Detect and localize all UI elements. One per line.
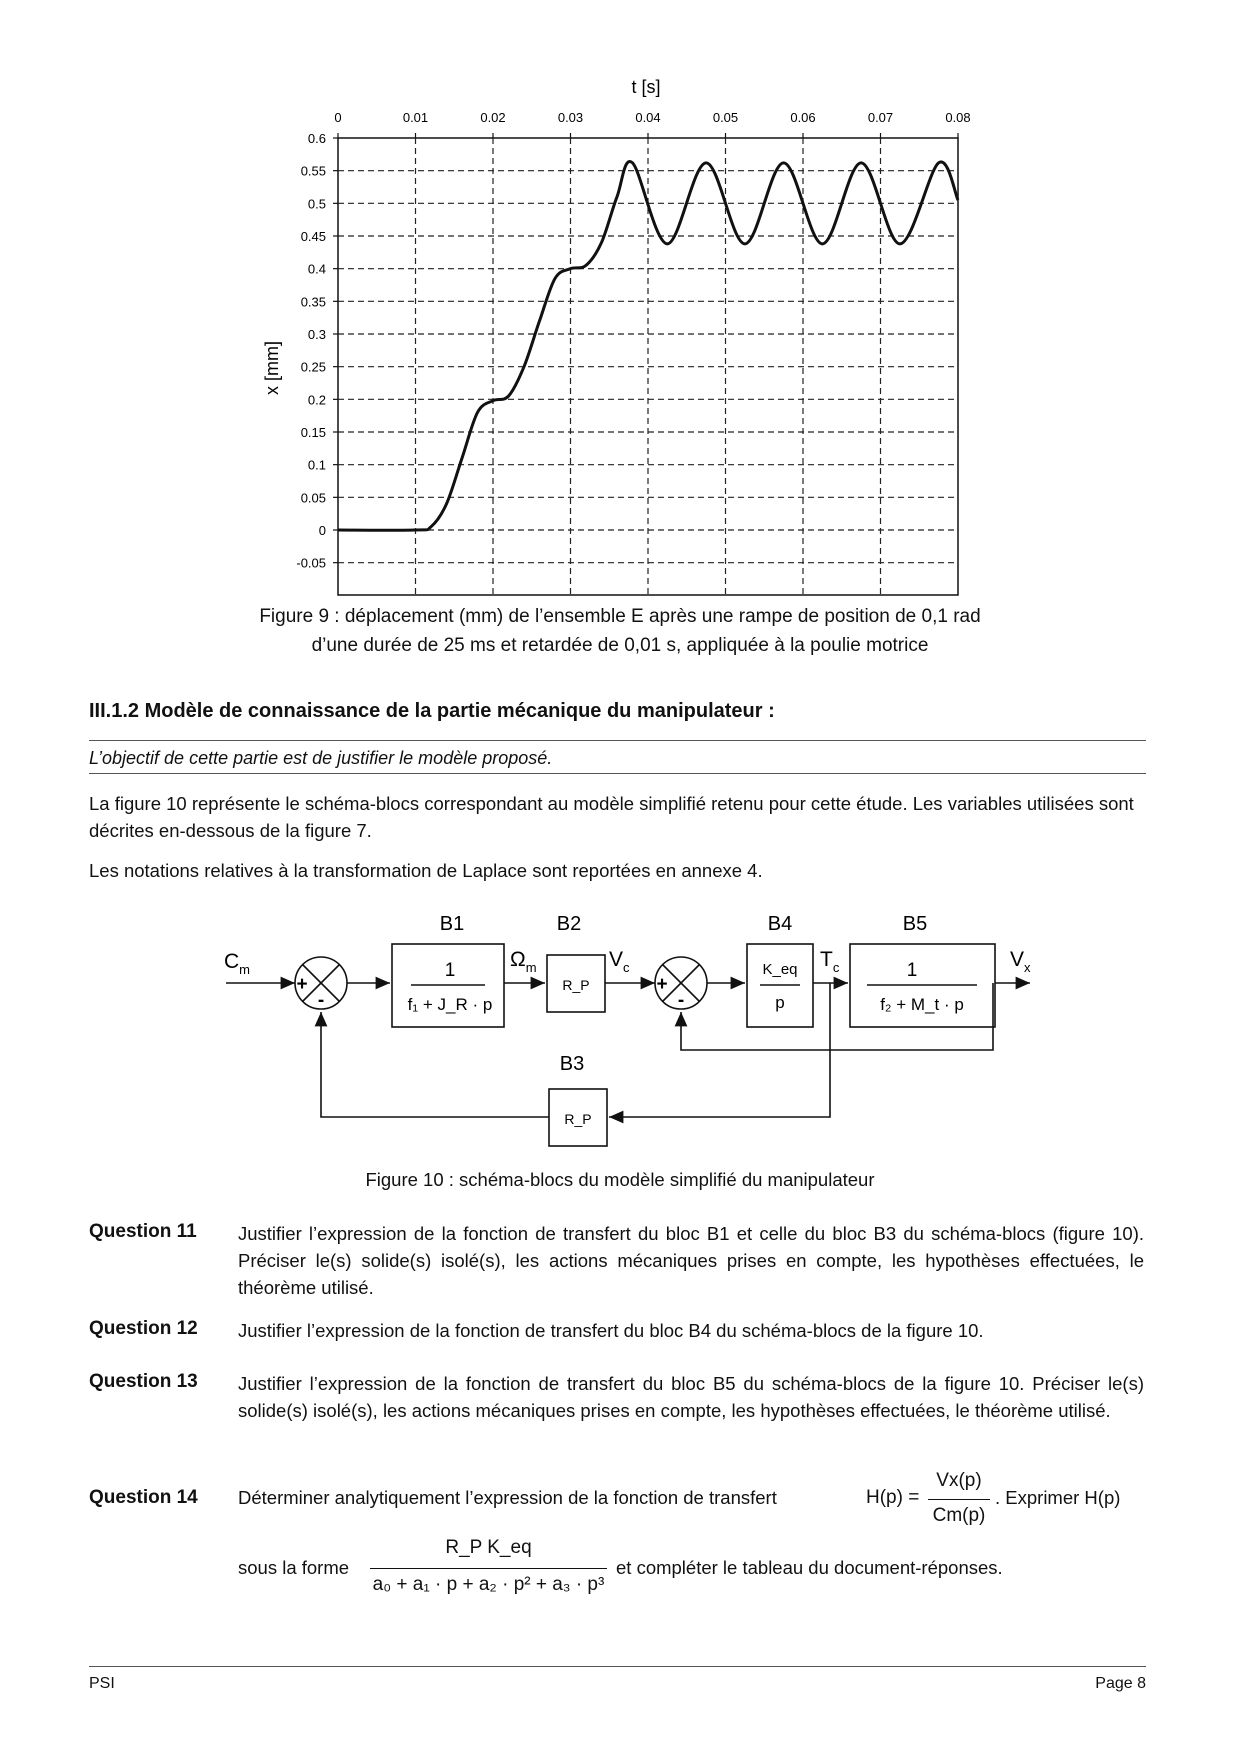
b4-numerator: K_eq [762,961,798,978]
footer-page-number: Page 8 [1095,1675,1146,1692]
y-tick-label: 0.1 [307,457,326,473]
section-title: III.1.2 Modèle de connaissance de la partie mécanique du manipulateur : [89,700,775,722]
b2-content: R_P [562,977,590,993]
question-14-text-b: . Exprimer H(p) [995,1487,1121,1508]
label-b4: B4 [767,913,793,935]
y-tick-label: 0 [318,523,326,538]
x-tick-label: 0.01 [402,110,429,125]
y-tick-label: 0.25 [300,359,326,375]
y-tick-label: -0.05 [296,555,326,571]
x-tick-label: 0 [334,110,342,125]
question-12-text: Justifier l’expression de la fonction de transfert du bloc B4 du schéma-blocs de la figure 10. [238,1320,984,1341]
figure-10-caption: Figure 10 : schéma-blocs du modèle simplifié du manipulateur [365,1169,875,1190]
paragraph-2: Les notations relatives à la transformation de Laplace sont reportées en annexe 4. [89,860,763,881]
label-b1: B1 [439,913,465,935]
question-14-label: Question 14 [89,1487,198,1508]
x-tick-label: 0.03 [557,110,584,125]
question-14-text-d: et compléter le tableau du document-réponses. [616,1557,1003,1578]
question-13-label: Question 13 [89,1371,198,1392]
b3-content: R_P [564,1111,592,1127]
h-expression: H(p) = [866,1487,920,1508]
chart-xlabel: t [s] [631,77,661,97]
y-tick-label: 0.45 [300,229,326,244]
form-numerator: R_P K_eq [445,1537,532,1558]
question-12-label: Question 12 [89,1318,198,1339]
figure-9-caption-line2: d’une durée de 25 ms et retardée de 0,01 s, appliquée à la poulie motrice [311,635,929,656]
y-tick-label: 0.2 [307,392,326,408]
b5-denominator: f₂ + M_t · p [880,995,964,1014]
objective-text: L’objectif de cette partie est de justifier le modèle proposé. [89,748,553,768]
form-fraction-bar [370,1568,607,1569]
h-numerator: Vx(p) [936,1470,982,1491]
x-tick-label: 0.05 [712,110,739,125]
x-tick-label: 0.02 [480,110,506,125]
y-tick-label: 0.05 [300,490,326,506]
signal-vx: $V_x$ [1010,948,1031,975]
y-tick-label: 0.55 [300,163,326,179]
y-tick-label: 0.4 [307,261,326,277]
footer-divider [89,1666,1146,1667]
paragraph-1: La figure 10 représente le schéma-blocs correspondant au modèle simplifié retenu pour cette étude. Les variables utilisées sont décrites en-dessous de la figure 7. [89,793,1134,841]
question-11-label: Question 11 [89,1221,197,1242]
label-b5: B5 [902,913,928,935]
s2-plus: + [656,974,668,995]
y-tick-label: 0.3 [307,327,326,342]
form-denominator: a₀ + a₁ · p + a₂ · p² + a₃ · p³ [372,1574,605,1595]
signal-omega: $\Omega_m$ [510,948,537,975]
s2-minus: - [677,990,685,1011]
y-tick-label: 0.35 [300,294,326,310]
question-13-text: Justifier l’expression de la fonction de transfert du bloc B5 du schéma-blocs de la figure 10. Préciser le(s) solide(s) isolé(s), les actions mécaniques prises en compte, les hypothèses effectuées, le théorème utilisé. [238,1373,1144,1421]
b1-denominator: f₁ + J_R · p [407,995,493,1014]
h-denominator: Cm(p) [932,1505,986,1526]
b1-numerator: 1 [444,960,456,981]
s1-minus: - [317,990,325,1011]
y-tick-label: 0.15 [300,425,326,440]
x-tick-label: 0.08 [945,110,971,125]
label-b2: B2 [556,913,582,935]
question-14-text-c: sous la forme [238,1557,350,1578]
y-tick-label: 0.5 [307,196,326,212]
h-fraction-bar [928,1499,990,1500]
y-tick-label: 0.6 [307,131,326,146]
x-tick-label: 0.06 [790,110,816,125]
figure-9-caption-line1: Figure 9 : déplacement (mm) de l’ensemble E après une rampe de position de 0,1 rad [259,606,981,627]
b5-numerator: 1 [906,960,918,981]
label-b3: B3 [559,1053,585,1075]
s1-plus: + [296,974,308,995]
signal-cm: $C_m$ [224,950,251,977]
question-14-text-a: Déterminer analytiquement l’expression de la fonction de transfert [238,1487,777,1508]
signal-tc: $T_c$ [820,948,840,975]
b4-denominator: p [775,993,785,1012]
question-11-text: Justifier l’expression de la fonction de transfert du bloc B1 et celle du bloc B3 du schéma-blocs (figure 10). Préciser le(s) solide(s) isolé(s), les actions mécaniques prises en compte, les hypothèses effectuées, le théorème utilisé. [238,1223,1144,1298]
footer-left: PSI [89,1675,115,1692]
x-tick-label: 0.04 [635,110,661,125]
x-tick-label: 0.07 [867,110,894,125]
signal-vc: $V_c$ [609,948,630,975]
chart-ylabel: x [mm] [262,341,282,395]
